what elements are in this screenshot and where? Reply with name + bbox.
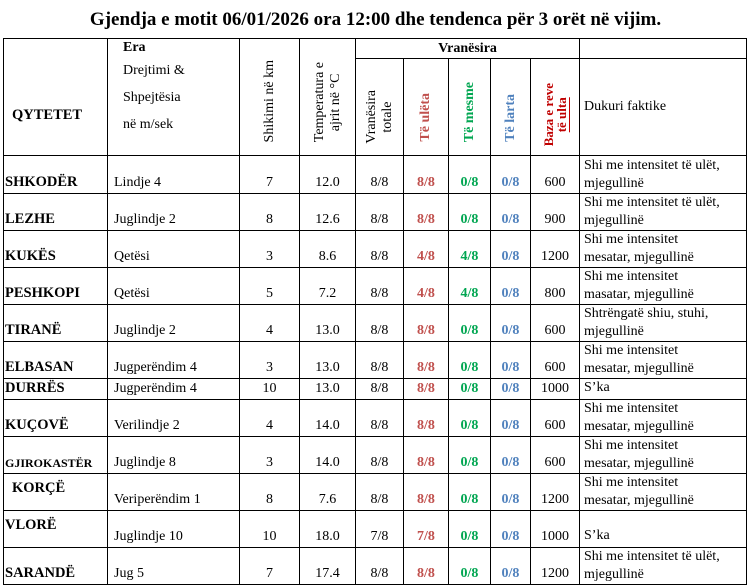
phenomena-cell <box>580 548 747 585</box>
cloud-total-cell: 8/8 <box>356 400 404 437</box>
wind-cell: Jugperëndim 4 <box>108 379 240 400</box>
phenomena-line2: mesatar, mjegullinë <box>584 250 694 265</box>
city-cell: KORÇË <box>4 474 108 511</box>
cloud-mid-cell: 0/8 <box>449 156 491 194</box>
phenomena-cell <box>580 511 747 548</box>
cloud-low-cell: 4/8 <box>404 231 449 268</box>
cloud-high-cell: 0/8 <box>491 400 531 437</box>
city-cell: PESHKOPI <box>4 268 108 305</box>
visibility-cell: 3 <box>240 231 300 268</box>
cloud-low-cell: 7/8 <box>404 511 449 548</box>
table-row <box>4 231 747 268</box>
cloud-low-cell: 8/8 <box>404 156 449 194</box>
wind-cell: Jugperëndim 4 <box>108 342 240 379</box>
cloud-base-cell: 600 <box>531 342 580 379</box>
city-cell: VLORË <box>4 511 108 548</box>
cloud-high-cell: 0/8 <box>491 474 531 511</box>
cloud-total-cell: 8/8 <box>356 194 404 231</box>
cloud-mid-cell: 0/8 <box>449 437 491 474</box>
cloud-mid-cell: 0/8 <box>449 548 491 585</box>
phenomena-line1: Shi me intensitet <box>584 269 679 284</box>
temperature-cell: 7.2 <box>300 268 356 305</box>
cloud-high-cell: 0/8 <box>491 342 531 379</box>
visibility-cell: 4 <box>240 400 300 437</box>
city-cell: KUÇOVË <box>4 400 108 437</box>
phenomena-line2: mesatar, mjegullinë <box>584 493 694 508</box>
table-row <box>4 437 747 474</box>
cloud-total-header: Vranësira totale <box>356 59 404 156</box>
phenomena-line2: mjegullinë <box>584 213 644 228</box>
wind-cell: Juglindje 8 <box>108 437 240 474</box>
cloud-high-cell: 0/8 <box>491 194 531 231</box>
wind-cell: Qetësi <box>108 231 240 268</box>
cloud-low-cell: 8/8 <box>404 474 449 511</box>
cloud-mid-cell: 0/8 <box>449 474 491 511</box>
cloud-total-cell: 8/8 <box>356 437 404 474</box>
wind-header-title: Era <box>123 40 146 55</box>
visibility-cell: 3 <box>240 342 300 379</box>
visibility-cell: 4 <box>240 305 300 342</box>
phenomena-line2: mjegullinë <box>584 324 644 339</box>
table-row <box>4 342 747 379</box>
phenomena-line2: mjegullinë <box>584 176 644 191</box>
cloud-group-header: Vranësira <box>356 39 580 59</box>
cloud-mid-cell: 0/8 <box>449 379 491 400</box>
visibility-cell: 10 <box>240 511 300 548</box>
visibility-cell: 7 <box>240 156 300 194</box>
phenomena-line1: Shtrëngatë shiu, stuhi, <box>584 306 709 321</box>
phenomena-line1: Shi me intensitet <box>584 232 679 247</box>
temperature-cell: 12.6 <box>300 194 356 231</box>
wind-cell: Veriperëndim 1 <box>108 474 240 511</box>
cloud-base-cell: 600 <box>531 156 580 194</box>
cloud-base-cell: 1000 <box>531 379 580 400</box>
table-row <box>4 194 747 231</box>
city-cell: KUKËS <box>4 231 108 268</box>
wind-header <box>108 39 240 156</box>
visibility-cell: 8 <box>240 194 300 231</box>
table-row <box>4 548 747 585</box>
city-cell: DURRËS <box>4 379 108 400</box>
cloud-high-cell: 0/8 <box>491 437 531 474</box>
cloud-low-cell: 8/8 <box>404 305 449 342</box>
cloud-low-cell: 8/8 <box>404 437 449 474</box>
cloud-base-cell: 1000 <box>531 511 580 548</box>
cloud-base-cell: 600 <box>531 437 580 474</box>
header-row-1 <box>4 39 747 59</box>
visibility-cell: 5 <box>240 268 300 305</box>
wind-cell: Verilindje 2 <box>108 400 240 437</box>
phenomena-line1: S’ka <box>584 380 610 395</box>
temperature-cell: 7.6 <box>300 474 356 511</box>
phenomena-cell <box>580 379 747 400</box>
phenomena-line2: mjegullinë <box>584 567 644 582</box>
city-cell: GJIROKASTËR <box>4 437 108 474</box>
cloud-high-cell: 0/8 <box>491 156 531 194</box>
phenomena-cell <box>580 400 747 437</box>
phenomena-line2: masatar, mjegullinë <box>584 287 694 302</box>
cloud-total-cell: 8/8 <box>356 342 404 379</box>
cloud-high-cell: 0/8 <box>491 305 531 342</box>
cloud-total-cell: 7/8 <box>356 511 404 548</box>
cloud-base-cell: 600 <box>531 400 580 437</box>
phenomena-line2: mesatar, mjegullinë <box>584 456 694 471</box>
visibility-cell: 7 <box>240 548 300 585</box>
cloud-low-header: Të ulëta <box>404 59 449 156</box>
phenomena-cell <box>580 156 747 194</box>
cloud-high-cell: 0/8 <box>491 268 531 305</box>
phenomena-cell <box>580 342 747 379</box>
phenomena-line1: Shi me intensitet <box>584 343 679 358</box>
cloud-total-cell: 8/8 <box>356 548 404 585</box>
cloud-high-header: Të larta <box>491 59 531 156</box>
table-row <box>4 400 747 437</box>
cloud-mid-header: Të mesme <box>449 59 491 156</box>
cloud-mid-cell: 0/8 <box>449 400 491 437</box>
wind-cell: Jug 5 <box>108 548 240 585</box>
city-cell: LEZHE <box>4 194 108 231</box>
phenomena-cell <box>580 231 747 268</box>
cloud-total-cell: 8/8 <box>356 305 404 342</box>
phenomena-cell <box>580 194 747 231</box>
temperature-cell: 13.0 <box>300 305 356 342</box>
city-cell: ELBASAN <box>4 342 108 379</box>
visibility-cell: 8 <box>240 474 300 511</box>
temperature-header: Temperatura e ajrit në °C <box>300 39 356 156</box>
cloud-base-cell: 1200 <box>531 231 580 268</box>
phenomena-cell <box>580 268 747 305</box>
visibility-cell: 3 <box>240 437 300 474</box>
phenomena-cell <box>580 305 747 342</box>
visibility-cell: 10 <box>240 379 300 400</box>
wind-cell: Lindje 4 <box>108 156 240 194</box>
phenomena-line1: Shi me intensitet <box>584 475 679 490</box>
cloud-low-cell: 8/8 <box>404 548 449 585</box>
cloud-base-cell: 1200 <box>531 474 580 511</box>
temperature-cell: 13.0 <box>300 342 356 379</box>
table-row <box>4 305 747 342</box>
phenomena-line1: Shi me intensitet të ulët, <box>584 195 720 210</box>
temperature-cell: 14.0 <box>300 400 356 437</box>
table-row <box>4 379 747 400</box>
table-row <box>4 156 747 194</box>
visibility-header: Shikimi në km <box>240 39 300 156</box>
cities-header: QYTETET <box>4 39 108 156</box>
phenomena-line1: Shi me intensitet <box>584 438 679 453</box>
table-row <box>4 511 747 548</box>
phenomena-line1: Shi me intensitet të ulët, <box>584 158 720 173</box>
cloud-total-cell: 8/8 <box>356 231 404 268</box>
phenomena-cell <box>580 437 747 474</box>
cloud-low-cell: 8/8 <box>404 194 449 231</box>
wind-header-line1: Drejtimi & <box>123 63 185 78</box>
phenomena-line2: mesatar, mjegullinë <box>584 419 694 434</box>
temperature-cell: 17.4 <box>300 548 356 585</box>
wind-cell: Juglindje 10 <box>108 511 240 548</box>
phenomena-cell <box>580 474 747 511</box>
cloud-mid-cell: 4/8 <box>449 231 491 268</box>
table-row <box>4 474 747 511</box>
cloud-high-cell: 0/8 <box>491 379 531 400</box>
phenomena-line1: Shi me intensitet të ulët, <box>584 549 720 564</box>
city-cell: SARANDË <box>4 548 108 585</box>
city-cell: TIRANË <box>4 305 108 342</box>
cloud-total-cell: 8/8 <box>356 474 404 511</box>
temperature-cell: 12.0 <box>300 156 356 194</box>
phenomena-line2: mesatar, mjegullinë <box>584 361 694 376</box>
phenomena-header-top <box>580 39 747 59</box>
phenomena-header: Dukuri faktike <box>580 59 747 156</box>
cloud-total-cell: 8/8 <box>356 379 404 400</box>
cloud-low-cell: 8/8 <box>404 379 449 400</box>
page-title: Gjendja e motit 06/01/2026 ora 12:00 dhe tendenca për 3 orët në vijim. <box>89 9 662 30</box>
cloud-mid-cell: 0/8 <box>449 305 491 342</box>
cloud-mid-cell: 0/8 <box>449 511 491 548</box>
cloud-base-header: Baza e reve të ulta <box>531 59 580 156</box>
cloud-mid-cell: 4/8 <box>449 268 491 305</box>
wind-cell: Juglindje 2 <box>108 305 240 342</box>
cloud-low-cell: 8/8 <box>404 342 449 379</box>
cloud-high-cell: 0/8 <box>491 548 531 585</box>
city-cell: SHKODËR <box>4 156 108 194</box>
weather-table <box>3 38 747 585</box>
wind-header-line2: Shpejtësia <box>123 90 181 105</box>
cloud-mid-cell: 0/8 <box>449 342 491 379</box>
wind-cell: Juglindje 2 <box>108 194 240 231</box>
temperature-cell: 18.0 <box>300 511 356 548</box>
wind-cell: Qetësi <box>108 268 240 305</box>
cloud-total-cell: 8/8 <box>356 268 404 305</box>
cloud-total-cell: 8/8 <box>356 156 404 194</box>
cloud-mid-cell: 0/8 <box>449 194 491 231</box>
cloud-low-cell: 4/8 <box>404 268 449 305</box>
cloud-high-cell: 0/8 <box>491 231 531 268</box>
cloud-base-cell: 1200 <box>531 548 580 585</box>
cloud-base-cell: 900 <box>531 194 580 231</box>
temperature-cell: 8.6 <box>300 231 356 268</box>
wind-header-line3: në m/sek <box>123 117 174 132</box>
table-row <box>4 268 747 305</box>
temperature-cell: 13.0 <box>300 379 356 400</box>
cloud-base-cell: 600 <box>531 305 580 342</box>
cloud-high-cell: 0/8 <box>491 511 531 548</box>
temperature-cell: 14.0 <box>300 437 356 474</box>
phenomena-line1: S’ka <box>584 528 610 543</box>
cloud-low-cell: 8/8 <box>404 400 449 437</box>
cloud-base-cell: 800 <box>531 268 580 305</box>
phenomena-line1: Shi me intensitet <box>584 401 679 416</box>
